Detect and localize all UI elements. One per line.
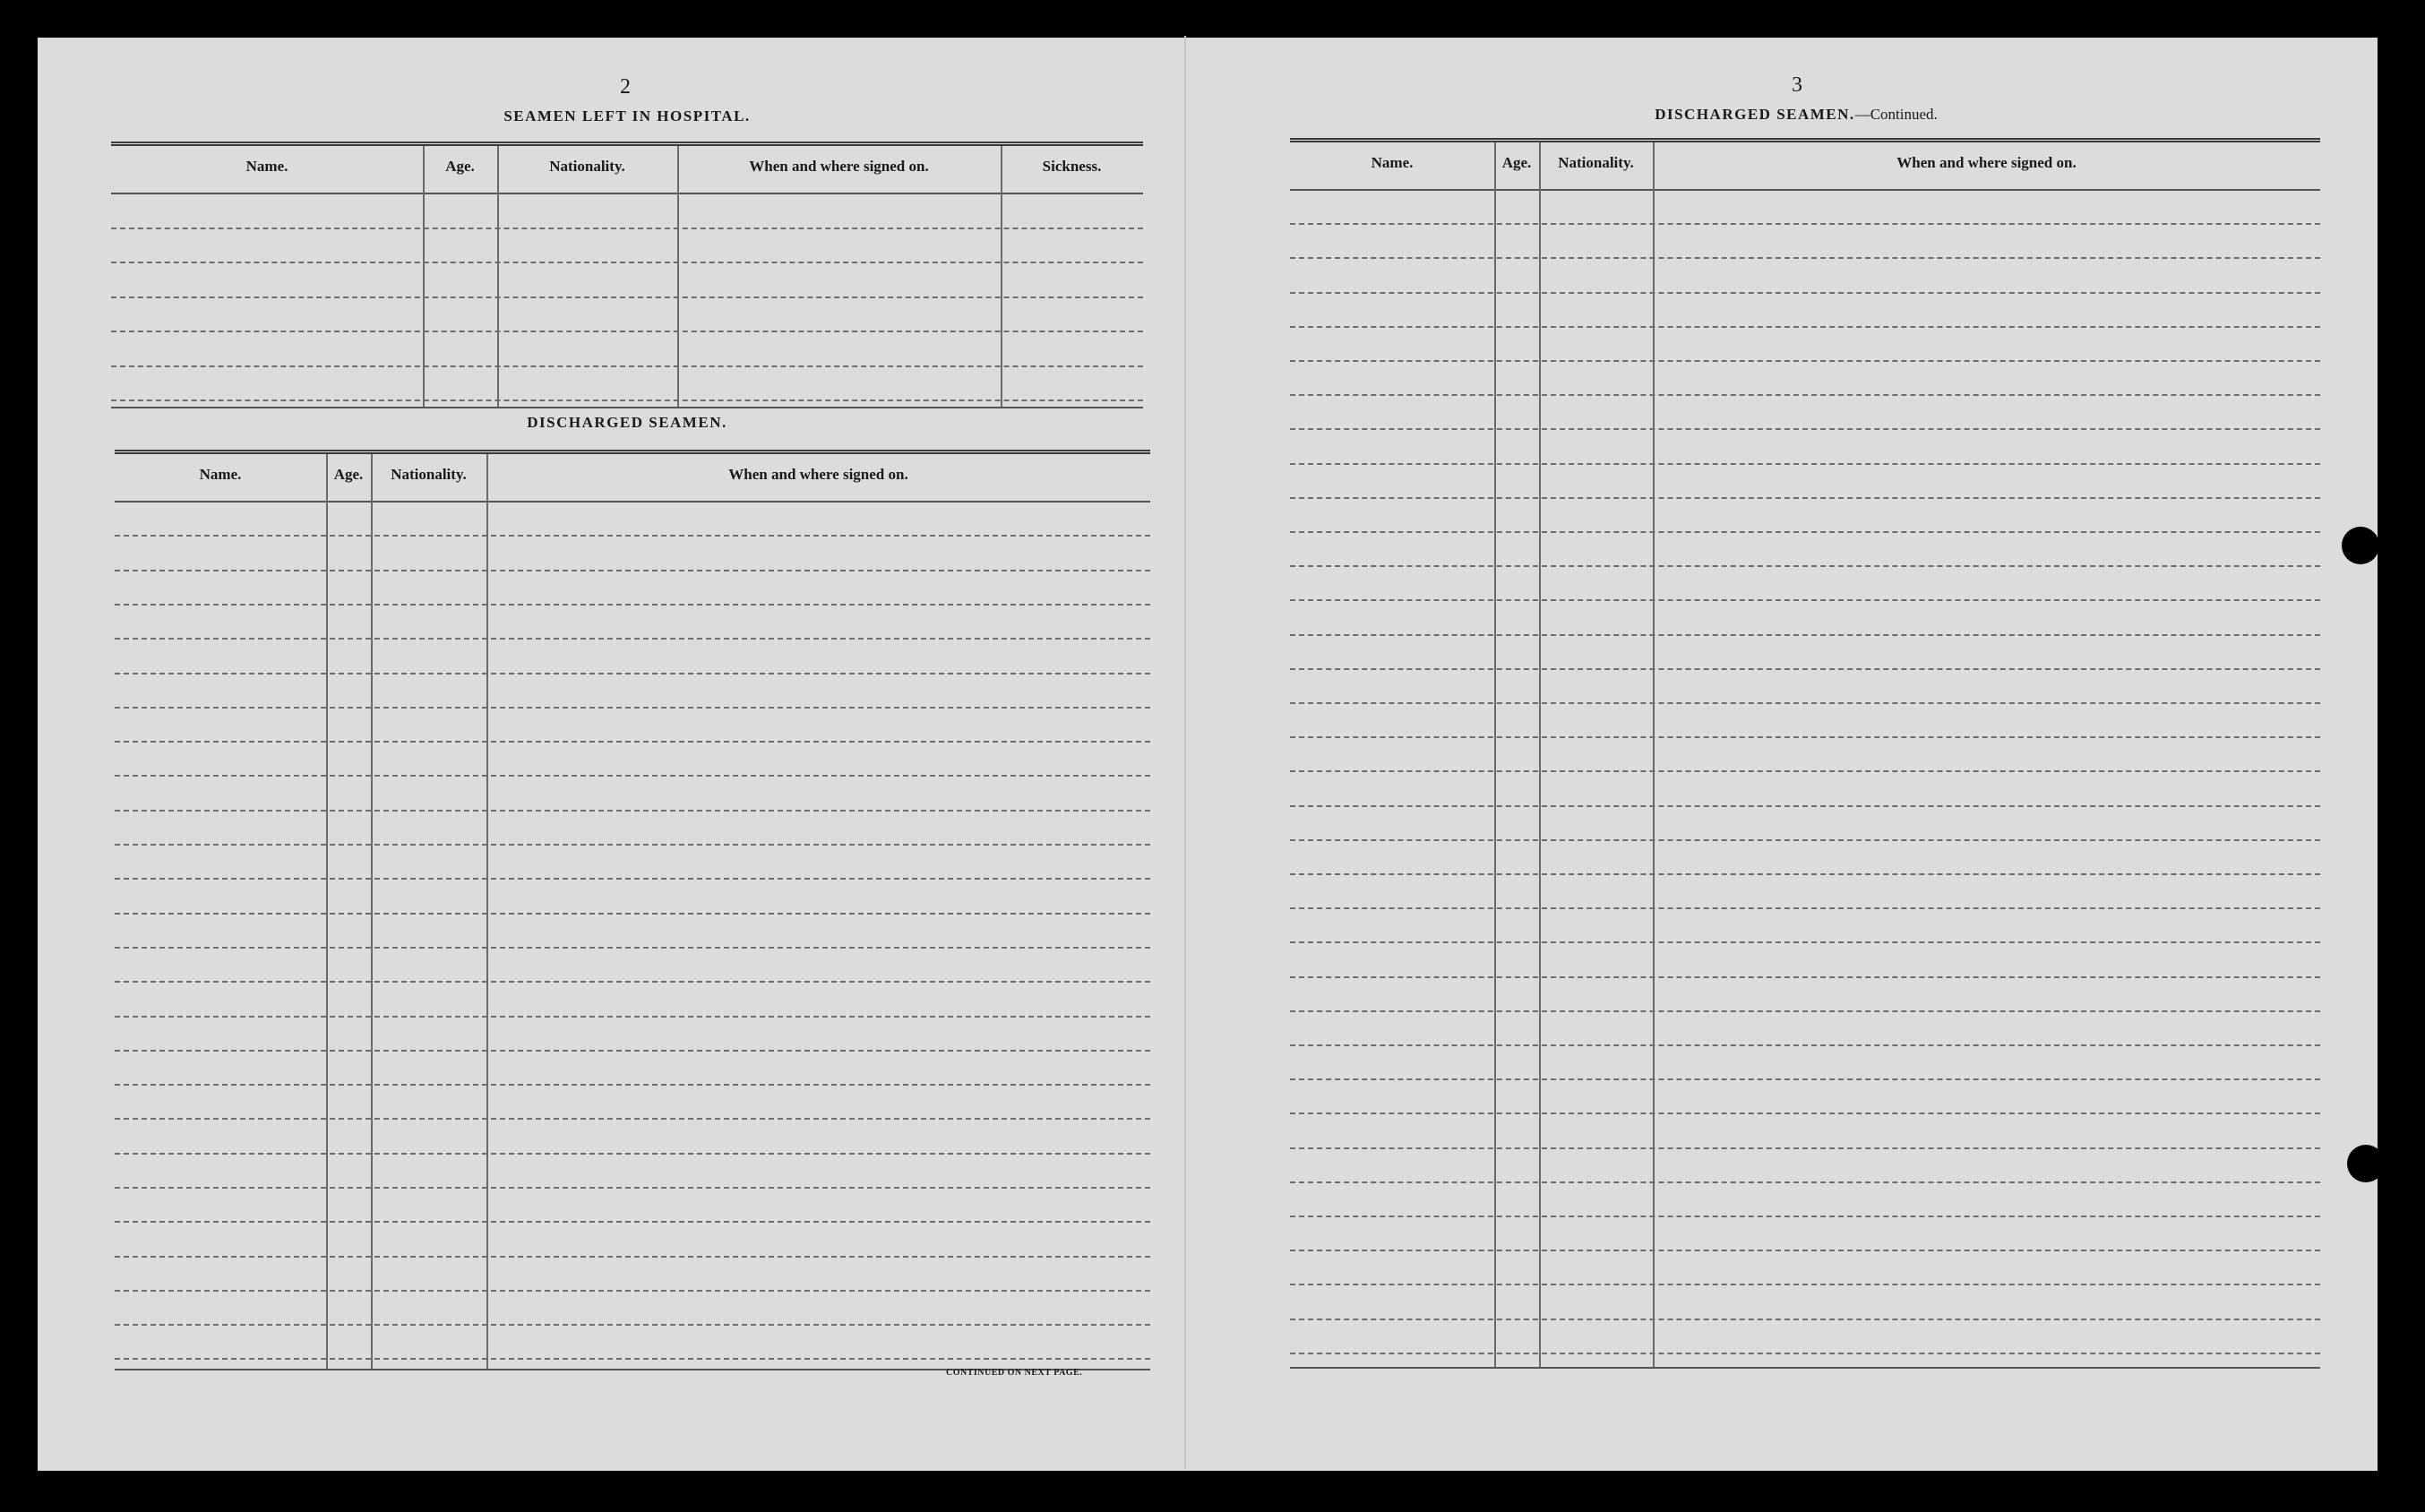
table-row	[115, 844, 1150, 846]
table-row	[1290, 805, 2320, 807]
table-row	[115, 810, 1150, 812]
table-row	[115, 981, 1150, 983]
table-row	[1290, 941, 2320, 943]
table-row	[1290, 1078, 2320, 1080]
table-header	[1290, 142, 2320, 191]
table-row	[1290, 1284, 2320, 1285]
table-row	[115, 1153, 1150, 1155]
table-row	[115, 1187, 1150, 1189]
page-number-right: 3	[1792, 73, 1802, 97]
punch-hole-upper	[2342, 527, 2379, 564]
table-row	[1290, 599, 2320, 601]
column-header-name: Name.	[199, 466, 242, 483]
table-row	[115, 947, 1150, 949]
table-row	[1290, 565, 2320, 567]
table-row	[115, 638, 1150, 640]
table-row	[115, 741, 1150, 743]
table-row	[1290, 531, 2320, 533]
table-row	[1290, 976, 2320, 978]
table-row	[111, 296, 1143, 298]
table-row	[1290, 326, 2320, 328]
table-row	[115, 604, 1150, 606]
column-divider	[486, 454, 488, 1369]
table-row	[111, 228, 1143, 229]
continued-note: CONTINUED ON NEXT PAGE.	[946, 1368, 1083, 1378]
section-title-discharged-continued	[1523, 106, 2069, 124]
table-row	[1290, 736, 2320, 738]
table-row	[1290, 497, 2320, 499]
section-title-text: DISCHARGED SEAMEN.	[1655, 106, 1855, 123]
column-divider	[423, 146, 425, 407]
table-bottom-rule	[111, 407, 1143, 408]
table-row	[1290, 1113, 2320, 1114]
discharged-table	[115, 450, 1150, 1366]
table-row	[1290, 292, 2320, 294]
table-row	[1290, 394, 2320, 396]
table-row	[1290, 702, 2320, 704]
section-title-hospital: SEAMEN LEFT IN HOSPITAL.	[503, 107, 751, 125]
table-row	[1290, 463, 2320, 465]
column-header-nationality: Nationality.	[391, 466, 467, 483]
table-row	[1290, 1216, 2320, 1217]
column-header-when-and-where-signed-on: When and where signed on.	[1896, 154, 2077, 171]
table-header	[115, 454, 1150, 503]
table-bottom-rule	[1290, 1367, 2320, 1369]
column-divider	[497, 146, 499, 407]
table-row	[1290, 668, 2320, 670]
column-header-name: Name.	[245, 158, 288, 175]
table-row	[1290, 1181, 2320, 1183]
table-row	[115, 1221, 1150, 1223]
table-row	[115, 673, 1150, 674]
table-row	[1290, 634, 2320, 636]
table-row	[115, 1256, 1150, 1258]
punch-hole-lower	[2347, 1145, 2385, 1182]
column-header-when-and-where-signed-on: When and where signed on.	[749, 158, 929, 175]
column-header-age: Age.	[445, 158, 475, 175]
table-row	[115, 775, 1150, 777]
table-row	[111, 262, 1143, 263]
table-row	[115, 878, 1150, 880]
table-row	[1290, 223, 2320, 225]
column-header-when-and-where-signed-on: When and where signed on.	[728, 466, 908, 483]
table-row	[115, 1324, 1150, 1326]
table-row	[1290, 1250, 2320, 1251]
column-header-nationality: Nationality.	[1558, 154, 1634, 171]
table-row	[115, 1050, 1150, 1052]
table-row	[1290, 1010, 2320, 1012]
table-row	[115, 1290, 1150, 1292]
column-header-age: Age.	[1501, 154, 1532, 171]
table-row	[1290, 1147, 2320, 1149]
table-row	[1290, 1044, 2320, 1046]
table-row	[1290, 839, 2320, 841]
section-title-discharged: DISCHARGED SEAMEN.	[527, 414, 727, 431]
table-row	[115, 707, 1150, 709]
column-divider	[371, 454, 373, 1369]
table-row	[115, 1118, 1150, 1120]
column-header-nationality: Nationality.	[549, 158, 625, 175]
table-row	[1290, 428, 2320, 430]
column-divider	[326, 454, 328, 1369]
table-row	[1290, 360, 2320, 362]
column-header-name: Name.	[1371, 154, 1414, 171]
table-row	[115, 1016, 1150, 1018]
table-header	[111, 146, 1143, 194]
column-divider	[677, 146, 679, 407]
table-row	[1290, 873, 2320, 875]
column-header-age: Age.	[333, 466, 364, 483]
table-row	[111, 331, 1143, 332]
table-row	[1290, 770, 2320, 772]
hospital-table	[111, 142, 1143, 404]
discharged-continued-table	[1290, 138, 2320, 1364]
column-divider	[1001, 146, 1002, 407]
table-row	[115, 570, 1150, 571]
table-row	[115, 913, 1150, 915]
table-row	[111, 365, 1143, 367]
table-row	[1290, 907, 2320, 909]
table-row	[111, 399, 1143, 401]
table-row	[1290, 1319, 2320, 1320]
column-header-sickness: Sickness.	[1042, 158, 1102, 175]
page-fold	[1184, 36, 1186, 1469]
table-row	[115, 1358, 1150, 1360]
table-row	[115, 535, 1150, 537]
section-title-suffix: —Continued.	[1854, 106, 1938, 123]
table-row	[1290, 257, 2320, 259]
table-row	[115, 1084, 1150, 1086]
table-row	[1290, 1353, 2320, 1354]
page-number-left: 2	[620, 75, 631, 99]
